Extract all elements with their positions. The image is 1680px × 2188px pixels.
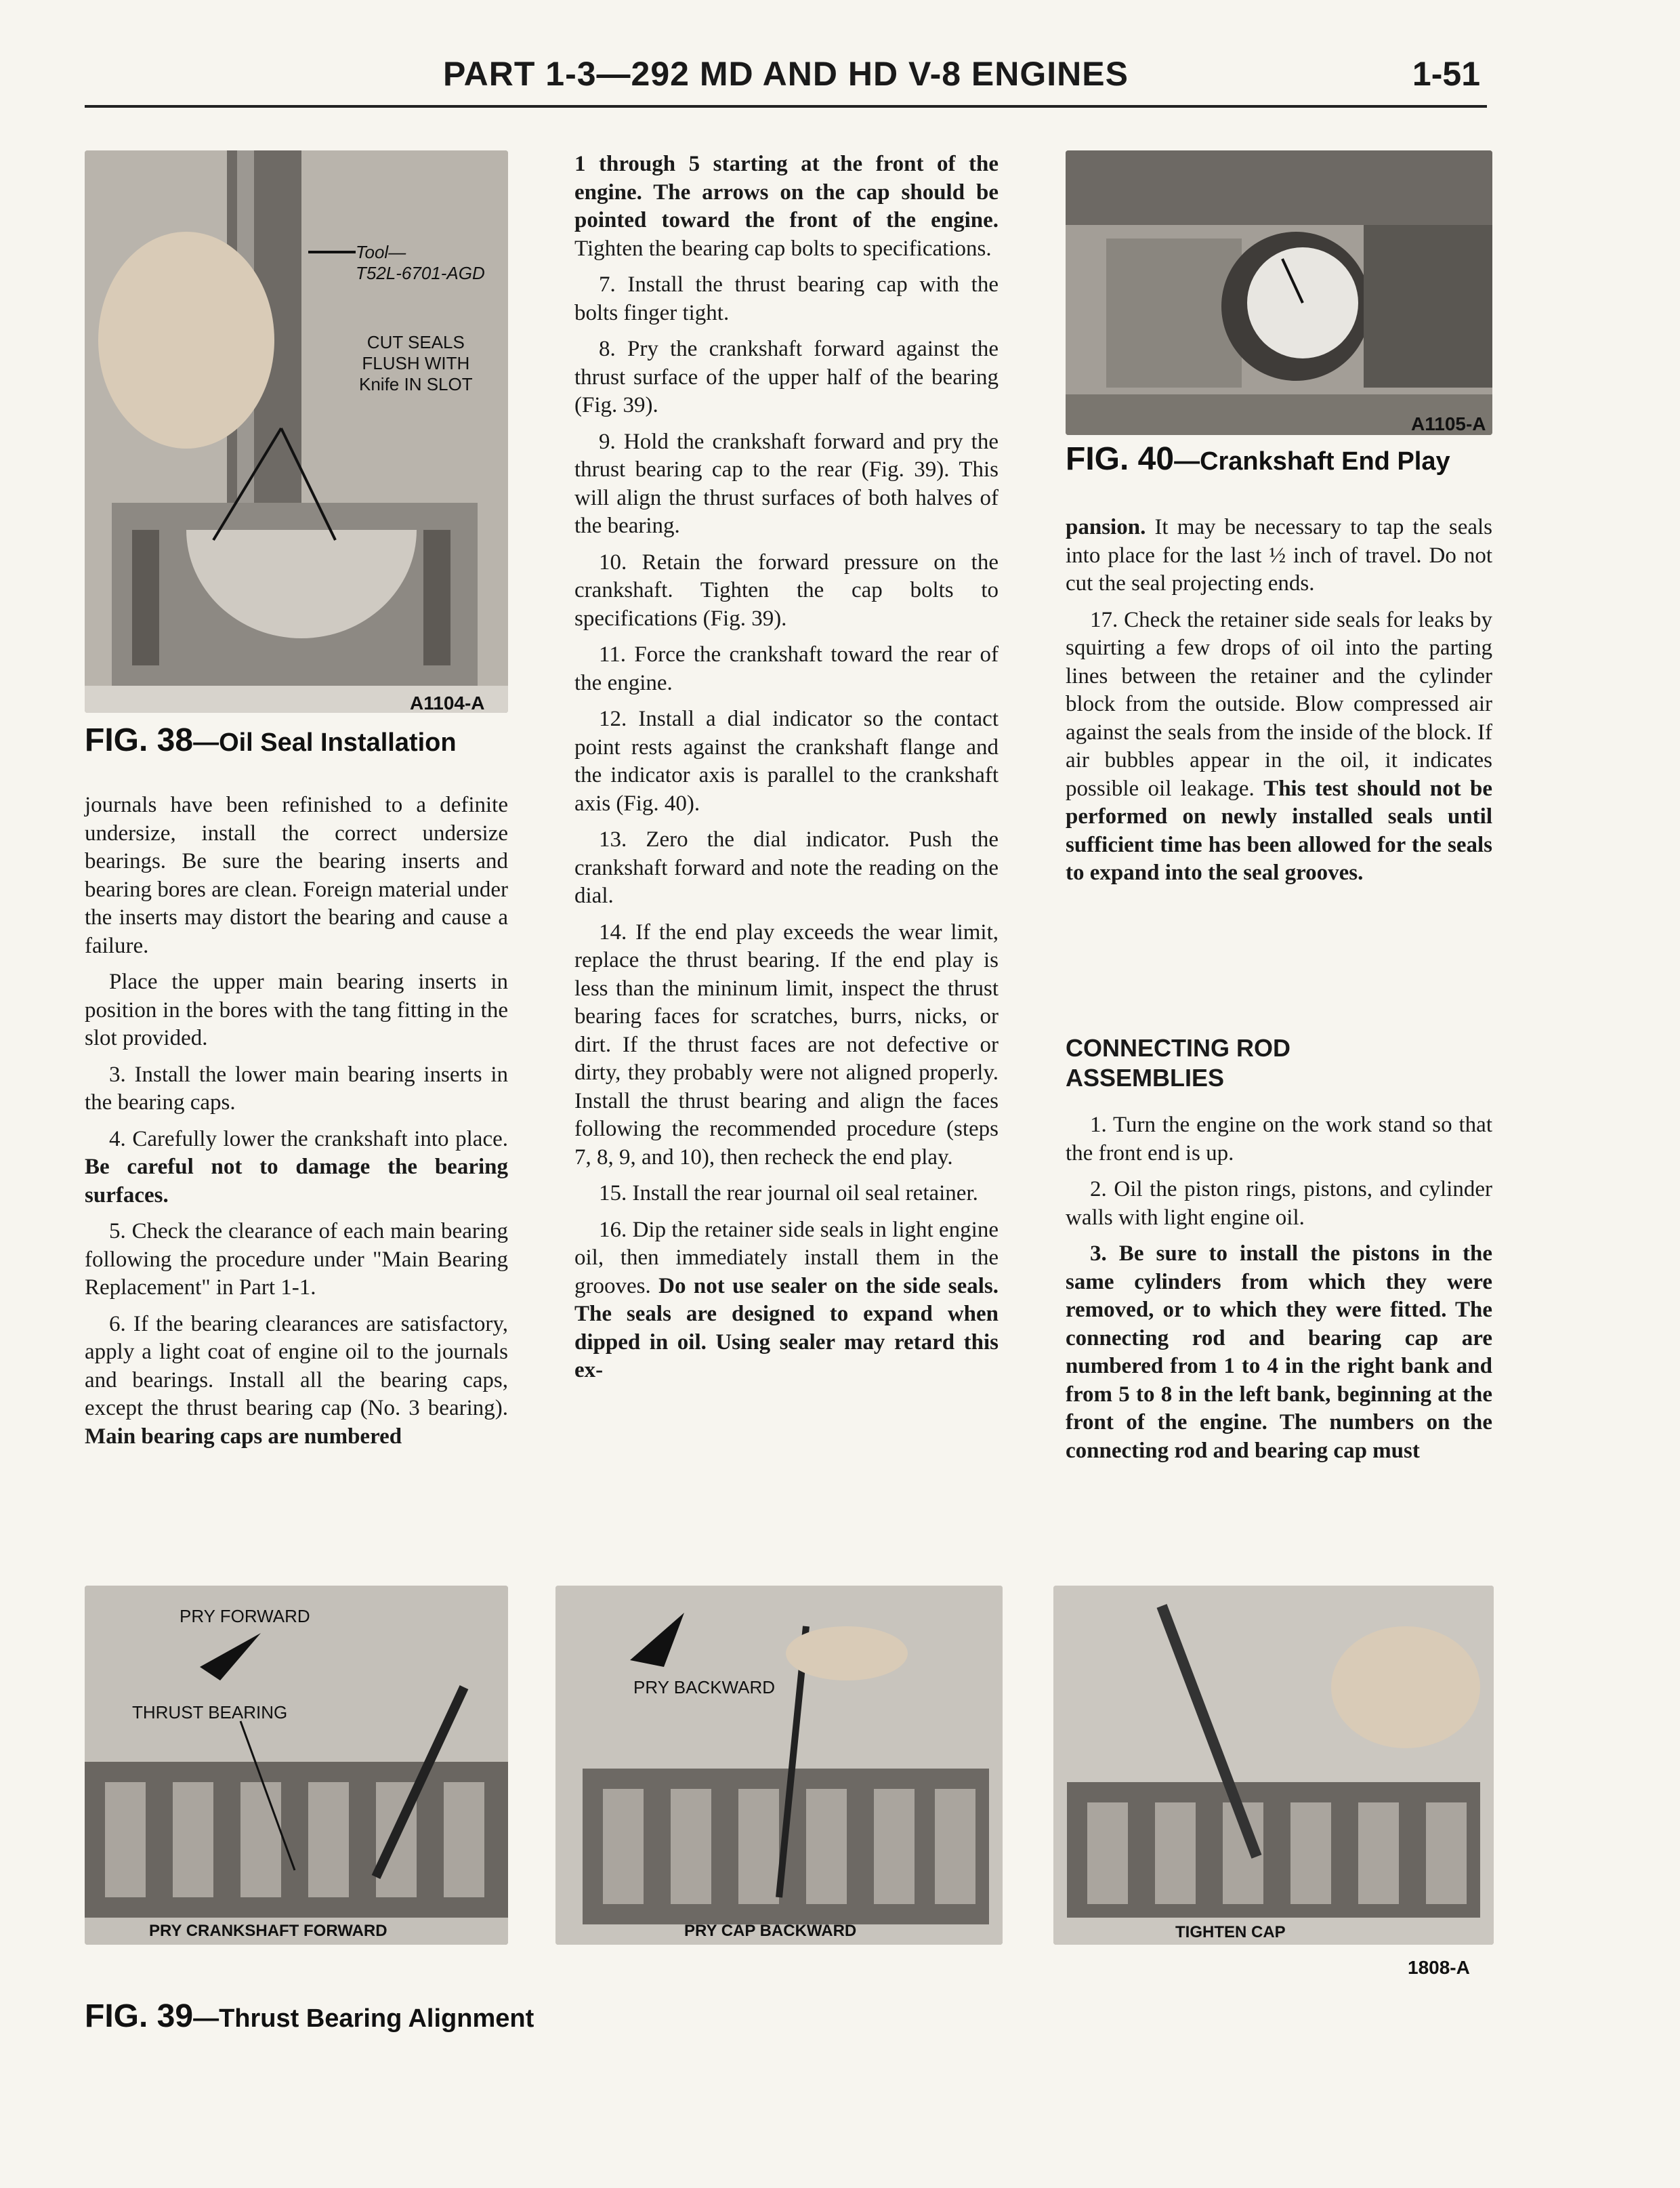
fig38-caption	[85, 722, 457, 759]
col3-step-17	[1066, 606, 1492, 888]
col3-step-17-text: 17. Check the retainer side seals for leaks by squirting a few drops of oil into the parting lines between the retainer and the cylinder block from the outside. Blow compressed air against the seals from the inside of the block. If air bubbles appear in the oil, it indicates possible oil leakage.	[1066, 607, 1492, 801]
col2-para-text: Tighten the bearing cap bolts to specifications.	[574, 236, 992, 261]
col1-step-6	[85, 1310, 508, 1451]
col3-rod-step-2: 2. Oil the piston rings, pistons, and cylinder walls with light engine oil.	[1066, 1177, 1492, 1230]
col1-step-4	[85, 1126, 508, 1210]
fig39-code: 1808-A	[1408, 1957, 1470, 1978]
fig40-caption-number: FIG. 40	[1066, 441, 1175, 477]
fig39-caption	[85, 1998, 534, 2035]
col1-step-4-bold: Be careful not to damage the bearing surfaces.	[85, 1155, 508, 1207]
col3-rod-step-3-bold: 3. Be sure to install the pistons in the same cylinders from which they were removed, or to which they were fitted. The connecting rod and bearing cap are numbered from 1 to 4 in the right bank and from 5 to 8 in the left bank, beginning at the front of the engine. The numbers on the connecting rod and bearing cap must	[1066, 1241, 1492, 1463]
header-title: PART 1-3—292 MD AND HD V-8 ENGINES	[443, 55, 1129, 93]
col3-para-text: It may be necessary to tap the seals into place for the last ½ inch of travel. Do not cut the seal projecting ends.	[1066, 515, 1493, 596]
col3-step-17-bold: This test should not be performed on newly installed seals until sufficient time has been allowed for the seals to expand into the seal grooves.	[1066, 776, 1492, 885]
fig39-pry-crankshaft-forward-label: PRY CRANKSHAFT FORWARD	[149, 1922, 387, 1940]
col2-step-7: 7. Install the thrust bearing cap with the bolts finger tight.	[574, 272, 999, 325]
col2-step-12: 12. Install a dial indicator so the contact point rests against the crankshaft flange and the indicator axis is parallel to the crankshaft axis (Fig. 40).	[574, 707, 999, 816]
fig39-caption-number: FIG. 39	[85, 1998, 194, 2034]
fig39-photo-1	[85, 1586, 508, 1945]
header-rule	[85, 105, 1487, 108]
col2-step-16-bold: Do not use sealer on the side seals. The seals are designed to expand when dipped in oil. Using sealer may retard this ex-	[574, 1273, 999, 1382]
col1-para: journals have been refinished to a definite undersize, install the correct undersize bearings. Be sure the bearing inserts and bearing bores are clean. Foreign material under the inserts may distort the bearing and cause a failure.	[85, 793, 508, 958]
col2-step-10: 10. Retain the forward pressure on the crankshaft. Tighten the cap bolts to specifications (Fig. 39).	[574, 550, 999, 631]
fig38-cut-label: CUT SEALS FLUSH WITH Knife IN SLOT	[359, 332, 473, 394]
col1-step-6-bold: Main bearing caps are numbered	[85, 1424, 402, 1449]
col2-step-8: 8. Pry the crankshaft forward against the thrust surface of the upper half of the bearing (Fig. 39).	[574, 337, 999, 417]
fig39-pry-forward-label: PRY FORWARD	[180, 1606, 310, 1626]
col2-step-16-text: 16. Dip the retainer side seals in light engine oil, then immediately install them in the grooves.	[574, 1217, 999, 1298]
col1-step-4-text: 4. Carefully lower the crankshaft into place.	[109, 1126, 508, 1151]
fig40-image	[1066, 150, 1492, 435]
col2-step-11: 11. Force the crankshaft toward the rear of the engine.	[574, 642, 999, 695]
page-number: 1-51	[1412, 55, 1480, 93]
col1-step-5: 5. Check the clearance of each main bearing following the procedure under "Main Bearing Replacement" in Part 1-1.	[85, 1219, 508, 1300]
fig38-code: A1104-A	[410, 693, 485, 713]
col2-step-13: 13. Zero the dial indicator. Push the crankshaft forward and note the reading on the dial.	[574, 827, 999, 908]
fig39-tighten-cap-label: TIGHTEN CAP	[1175, 1923, 1286, 1941]
section-heading: CONNECTING ROD ASSEMBLIES	[1066, 1034, 1290, 1092]
col2-step-9: 9. Hold the crankshaft forward and pry the thrust bearing cap to the rear (Fig. 39). This will align the thrust surfaces of both halves of the bearing.	[574, 429, 999, 538]
col1-step-6-text: 6. If the bearing clearances are satisfactory, apply a light coat of engine oil to the journals and bearings. Install all the bearing caps, except the thrust bearing cap (No. 3 bearing).	[85, 1311, 508, 1420]
col3-rod-step-3	[1066, 1240, 1492, 1465]
fig39-photo-3	[1053, 1586, 1494, 1945]
col3-rod-step-1: 1. Turn the engine on the work stand so that the front end is up.	[1066, 1113, 1492, 1165]
page-header	[85, 47, 1487, 102]
col3-para-bold: pansion.	[1066, 515, 1146, 539]
fig39-pry-backward-label: PRY BACKWARD	[633, 1677, 776, 1697]
fig40-code: A1105-A	[1411, 413, 1486, 434]
fig40-caption	[1066, 440, 1450, 478]
fig39-pry-cap-backward-label: PRY CAP BACKWARD	[684, 1922, 857, 1940]
col2-para-bold: 1 through 5 starting at the front of the engine. The arrows on the cap should be pointed toward the front of the engine.	[574, 152, 999, 232]
col2-para	[574, 150, 999, 263]
col2-step-16	[574, 1216, 999, 1385]
col2-step-15: 15. Install the rear journal oil seal retainer.	[599, 1181, 978, 1205]
column-3	[1066, 514, 1492, 896]
col1-para: Place the upper main bearing inserts in position in the bores with the tang fitting in the slot provided.	[85, 970, 508, 1050]
fig39-photo-2	[555, 1586, 1003, 1945]
fig39-thrust-bearing-label: THRUST BEARING	[132, 1702, 288, 1722]
column-1	[85, 791, 508, 1459]
col2-step-14: 14. If the end play exceeds the wear limit, replace the thrust bearing. If the end play is less than the mininum limit, inspect the thrust bearing faces for scratches, burrs, nicks, or dirt. If the thrust faces are not defective or dirty, they probably were not aligned properly. Install the thrust bearing and align the faces following the recommended procedure (steps 7, 8, 9, and 10), then recheck the end play.	[574, 920, 999, 1170]
fig38-caption-number: FIG. 38	[85, 722, 194, 758]
column-2	[574, 150, 999, 1393]
col3-para	[1066, 514, 1492, 598]
fig38-caption-text: —Oil Seal Installation	[193, 728, 457, 757]
fig40-caption-text: —Crankshaft End Play	[1174, 447, 1450, 476]
fig38-image	[85, 150, 508, 713]
col1-step-3: 3. Install the lower main bearing inserts in the bearing caps.	[85, 1062, 508, 1115]
column-3-lower	[1066, 1111, 1492, 1473]
fig38-tool-label: Tool— T52L-6701-AGD	[356, 242, 485, 283]
fig39-caption-text: —Thrust Bearing Alignment	[193, 2004, 534, 2033]
